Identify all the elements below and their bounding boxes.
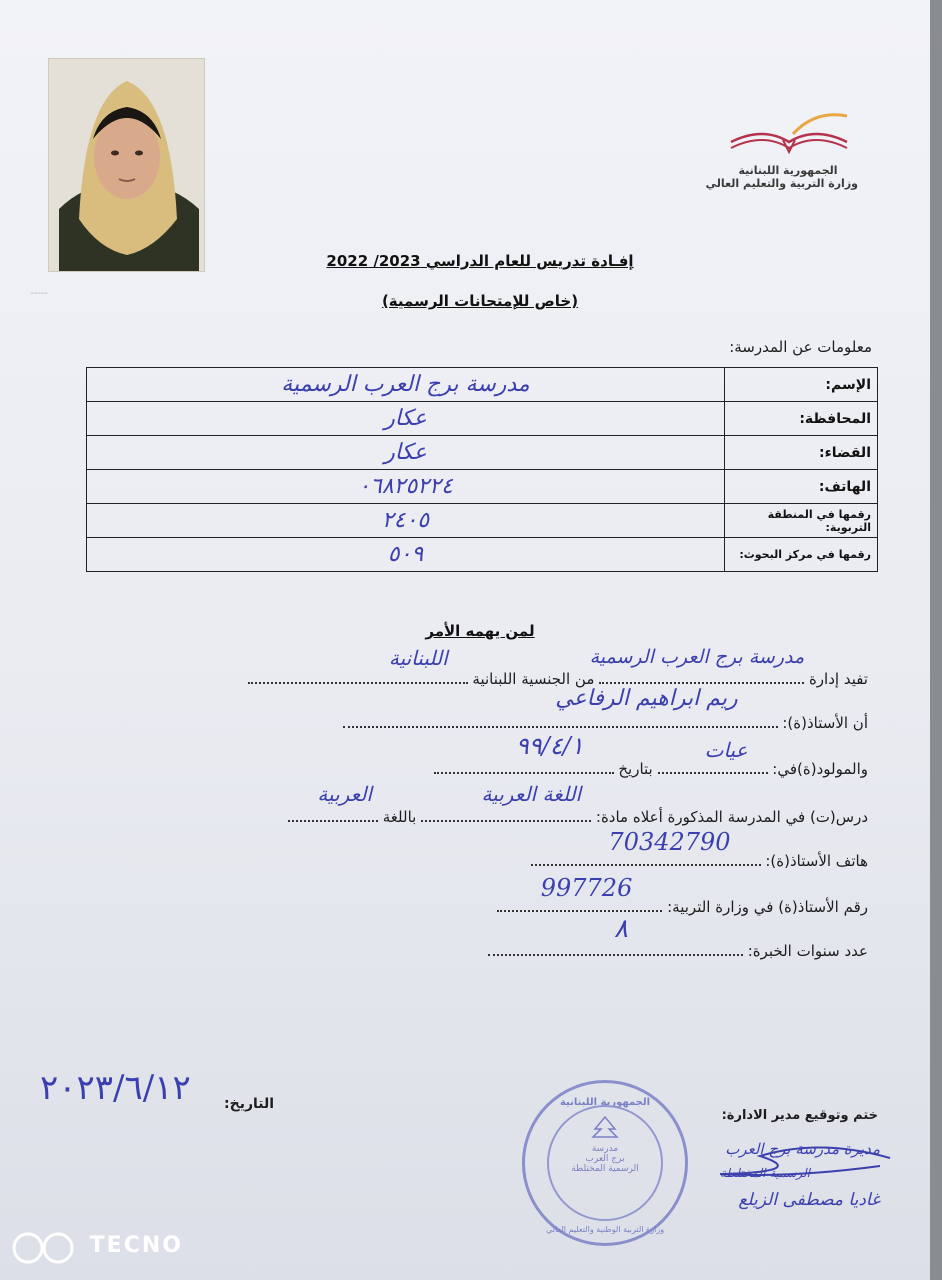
camera-watermark <box>10 1228 183 1264</box>
signature-label: ختم وتوقيع مدير الادارة: <box>721 1108 878 1123</box>
signature-line1: مديرة مدرسة برج العرب <box>725 1140 880 1158</box>
birthplace-dotted-field <box>658 738 768 774</box>
row-value <box>87 504 725 538</box>
row-value <box>87 538 725 572</box>
school-name-value: مدرسة برج العرب الرسمية <box>281 372 530 397</box>
row-label: الهاتف: <box>725 470 878 504</box>
stamp-bottom-text: وزارة التربية الوطنية والتعليم العالي <box>545 1225 665 1234</box>
table-row <box>87 368 878 402</box>
school-info-heading: معلومات عن المدرسة: <box>729 338 872 356</box>
official-stamp <box>522 1080 688 1246</box>
certificate-line1 <box>248 646 868 688</box>
teacher-phone-value: 70342790 <box>608 828 731 856</box>
governorate-value: عكار <box>384 406 427 431</box>
camera-lens-icon <box>10 1228 80 1264</box>
open-book-icon <box>723 112 853 160</box>
table-row <box>87 436 878 470</box>
ministry-number-value: 997726 <box>540 874 633 902</box>
teacher-phone-dotted-field <box>531 828 761 866</box>
stamp-center-line2: برج العرب <box>585 1154 625 1164</box>
ministry-name-line1: الجمهورية اللبنانية <box>738 164 838 177</box>
line1-middle: من الجنسية اللبنانية <box>472 670 595 688</box>
school-info-table <box>86 367 878 572</box>
teacher-phone-label: هاتف الأستاذ(ة): <box>765 852 868 870</box>
certificate-line2 <box>343 686 868 732</box>
line1-school-value: مدرسة برج العرب الرسمية <box>589 646 805 668</box>
cedar-icon <box>590 1115 620 1141</box>
region-number-value: ٢٤٠٥ <box>381 508 430 533</box>
experience-line <box>488 914 868 960</box>
table-row <box>87 470 878 504</box>
document-subtitle: (خاص للإمتحانات الرسمية) <box>381 292 579 310</box>
date-label: التاريخ: <box>224 1096 275 1112</box>
teacher-name-value: ريم ابراهيم الرفاعي <box>555 686 738 711</box>
stamp-center-line1: مدرسة <box>591 1144 619 1154</box>
research-center-number-value: ٥٠٩ <box>387 542 424 567</box>
birthdate-dotted-field <box>434 732 614 774</box>
stamp-inner-ring <box>547 1105 663 1221</box>
table-row <box>87 504 878 538</box>
subject-label: درس(ت) في المدرسة المذكورة أعلاه مادة: <box>595 808 868 826</box>
experience-dotted-field <box>488 914 743 956</box>
birthdate-label: بتاريخ <box>618 760 653 778</box>
language-label: باللغة <box>382 808 417 826</box>
document-title: إفـادة تدريس للعام الدراسي 2023/ 2022 <box>326 252 634 270</box>
teacher-name-label: أن الأستاذ(ة): <box>782 714 868 732</box>
experience-label: عدد سنوات الخبرة: <box>747 942 868 960</box>
line1-prefix: تفيد إدارة <box>808 670 868 688</box>
school-dotted-field <box>589 646 805 684</box>
row-value <box>87 368 725 402</box>
ministry-name-line2: وزارة التربية والتعليم العالي <box>705 177 858 190</box>
row-value <box>87 470 725 504</box>
signature-name: غاديا مصطفى الزيلع <box>738 1190 880 1210</box>
camera-brand-text: TECNO <box>89 1233 183 1258</box>
certificate-heading: لمن يهمه الأمر <box>425 622 535 640</box>
row-label: رقمها في المنطقة التربوية: <box>725 504 878 538</box>
line1-nationality-value: اللبنانية <box>388 646 448 670</box>
birthplace-label: والمولود(ة)في: <box>772 760 868 778</box>
teacher-name-dotted-field <box>343 686 778 728</box>
birthplace-value: عيات <box>704 738 748 762</box>
birthdate-value: ٩٩/٤/١ <box>515 732 584 760</box>
language-dotted-field <box>288 782 378 822</box>
experience-value: ٨ <box>613 914 628 944</box>
ministry-number-line <box>497 874 868 916</box>
row-label: الإسم: <box>725 368 878 402</box>
ministry-logo <box>705 112 858 192</box>
signature-line2: الرسمية المختلطة <box>719 1166 810 1180</box>
ministry-number-label: رقم الأستاذ(ة) في وزارة التربية: <box>667 898 868 916</box>
district-value: عكار <box>384 440 427 465</box>
date-value: ٢٠٢٣/٦/١٢ <box>40 1068 191 1108</box>
subject-value: اللغة العربية <box>481 782 582 806</box>
subject-dotted-field <box>421 782 591 822</box>
row-value <box>87 402 725 436</box>
applicant-photo <box>48 58 205 272</box>
row-value <box>87 436 725 470</box>
language-value: العربية <box>317 782 372 806</box>
teacher-phone-line <box>531 828 868 870</box>
portrait-image <box>49 59 204 271</box>
row-label: المحافظة: <box>725 402 878 436</box>
phone-value: ٠٦٨٢٥٢٢٤ <box>358 474 453 499</box>
table-row <box>87 538 878 572</box>
row-label: القضاء: <box>725 436 878 470</box>
stamp-center-line3: الرسمية المختلطة <box>571 1164 639 1174</box>
table-row <box>87 402 878 436</box>
row-label: رقمها في مركز البحوث: <box>725 538 878 572</box>
nationality-dotted-field <box>248 646 468 684</box>
bleed-through-text: ----- <box>30 288 49 299</box>
stamp-top-text: الجمهورية اللبنانية <box>559 1097 651 1108</box>
ministry-number-dotted-field <box>497 874 662 912</box>
certificate-line3 <box>434 732 868 778</box>
certificate-line4 <box>288 782 868 826</box>
signature-scribble <box>700 1128 900 1188</box>
